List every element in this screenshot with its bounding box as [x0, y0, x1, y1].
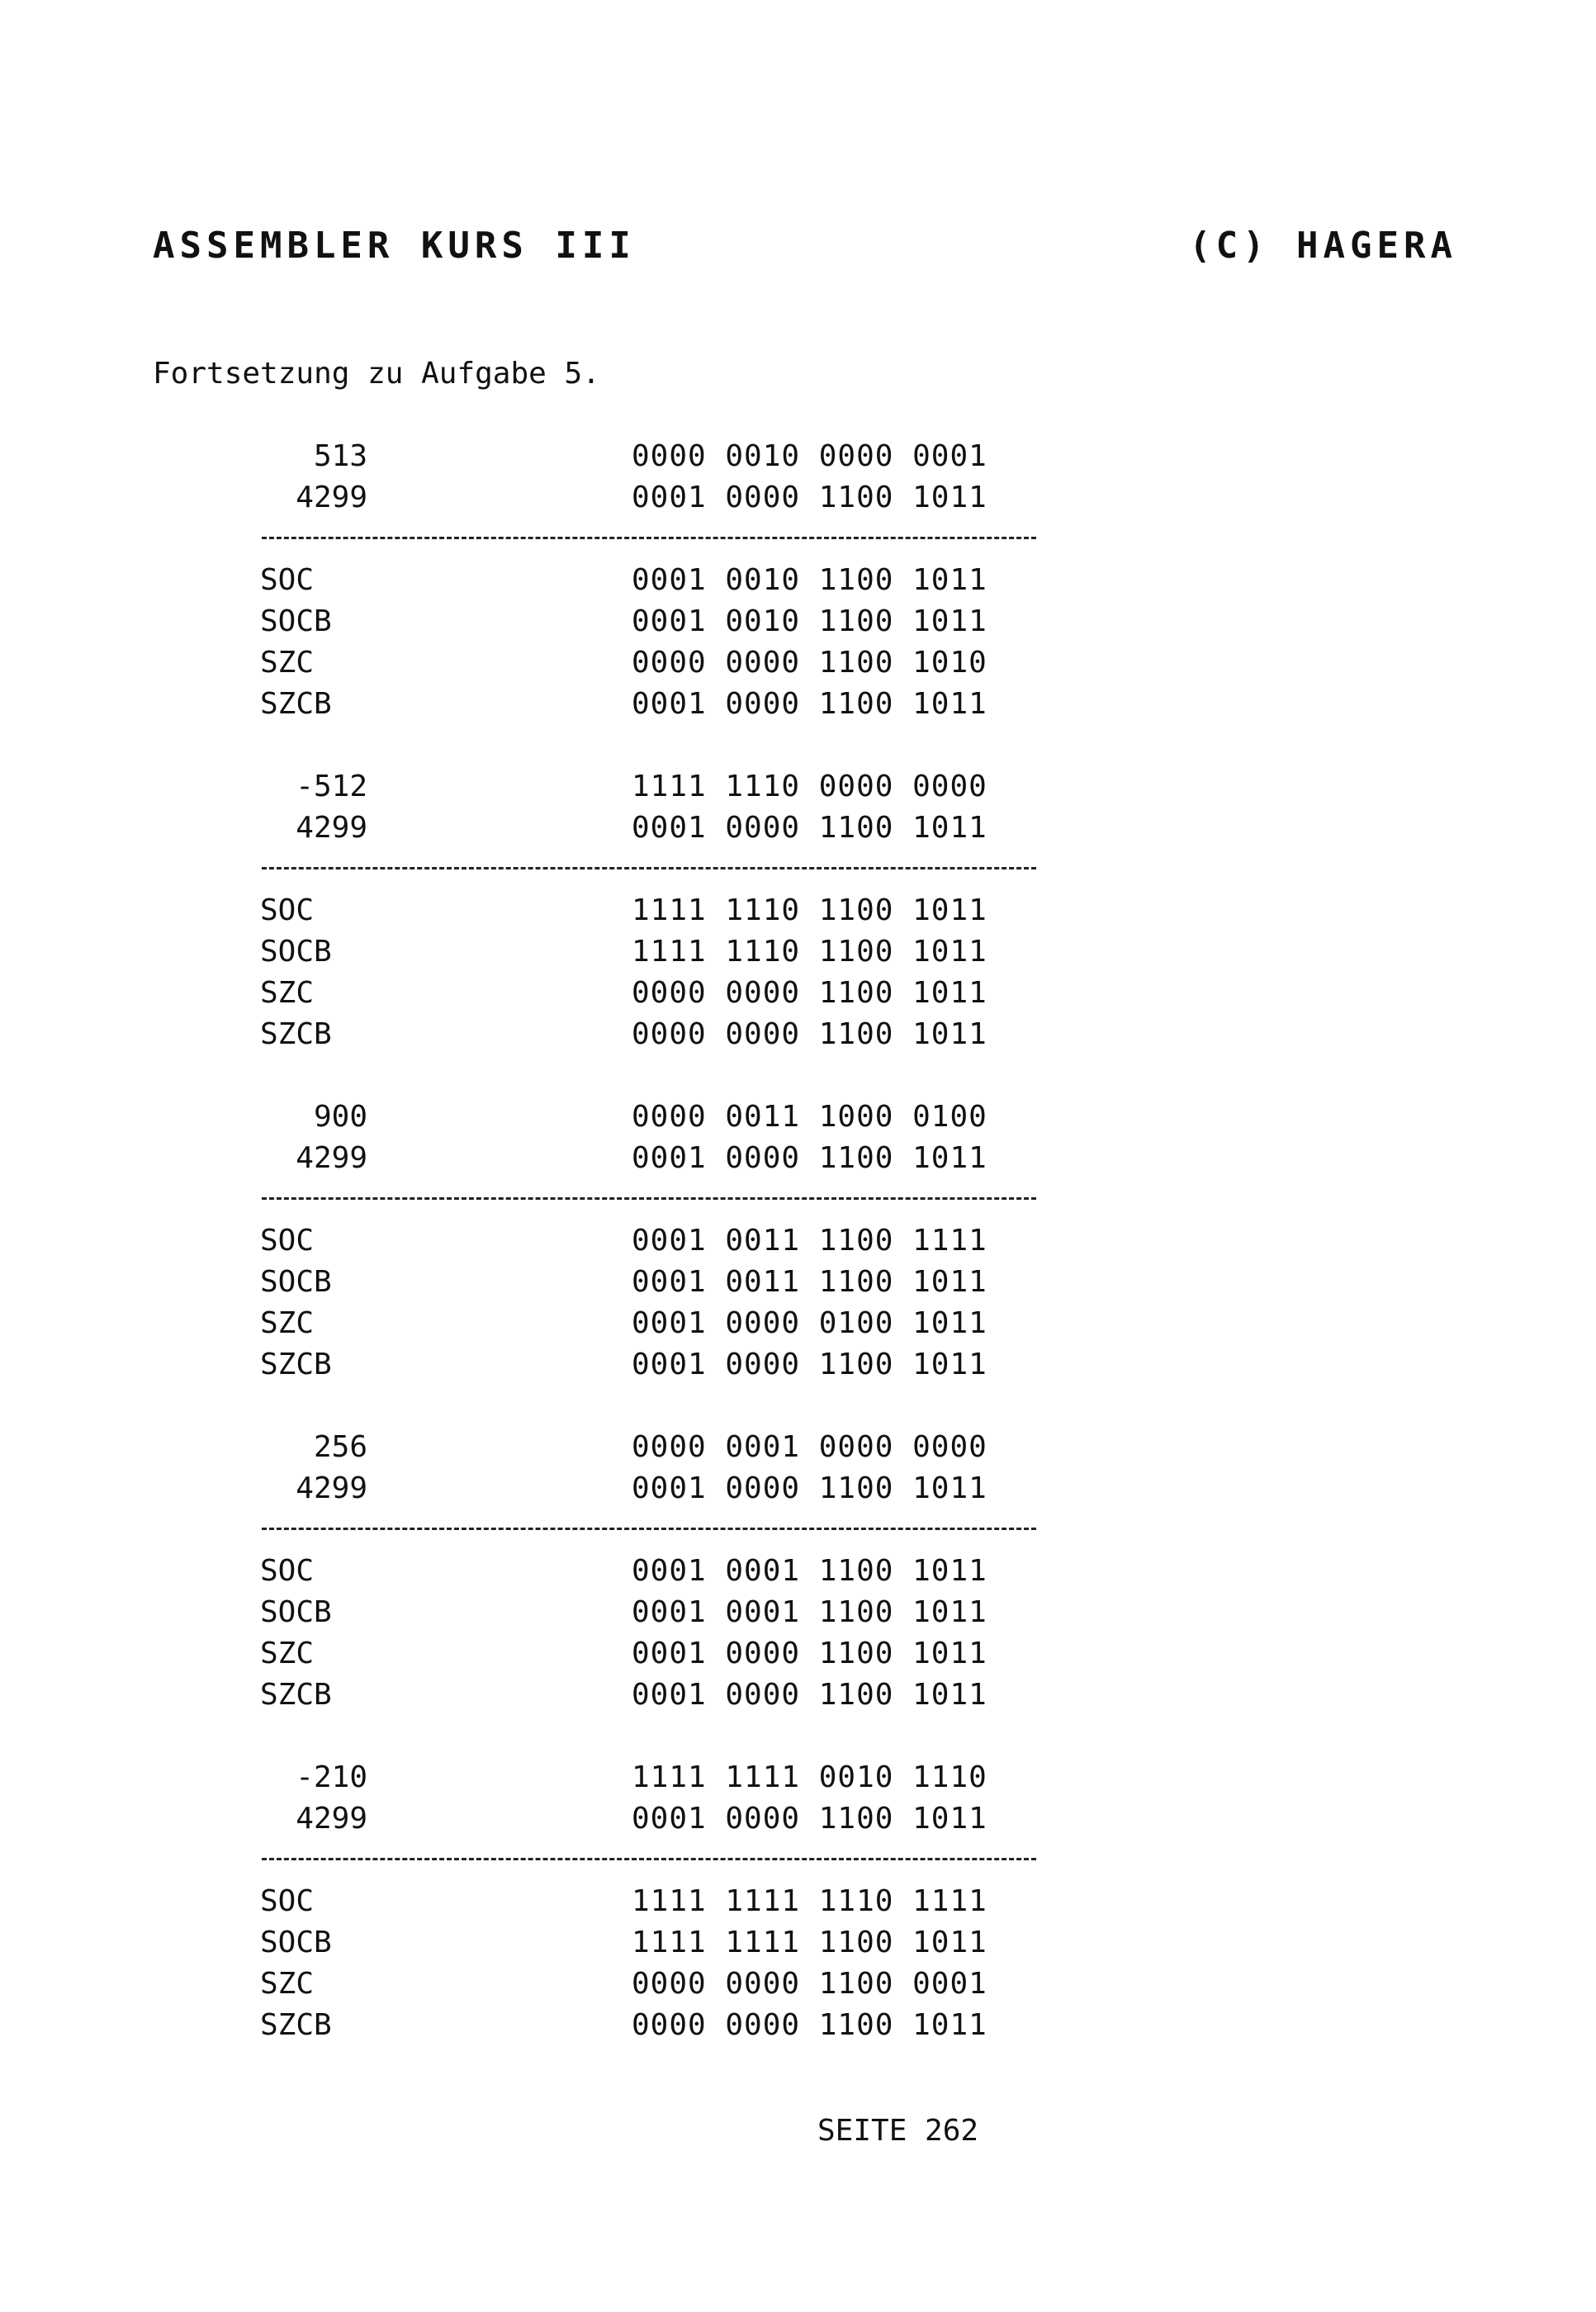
operand-binary: 0000 0010 0000 0001 [632, 439, 987, 473]
exercise-block [260, 1757, 1044, 2046]
result-row [260, 1675, 1044, 1716]
operand-row [260, 1798, 1044, 1840]
operand-decimal: -210 [296, 1760, 367, 1794]
result-binary: 0001 0010 1100 1011 [632, 563, 987, 597]
operand-binary: 0000 0001 0000 0000 [632, 1430, 987, 1464]
result-binary: 0001 0001 1100 1011 [632, 1595, 987, 1629]
instruction-name: SZCB [260, 1017, 332, 1051]
dashed-separator [260, 519, 1044, 560]
operand-binary: 1111 1110 0000 0000 [632, 770, 987, 803]
result-row [260, 890, 1044, 931]
course-title: ASSEMBLER KURS III [153, 225, 636, 267]
instruction-name: SOC [260, 893, 315, 927]
instruction-name: SOCB [260, 935, 332, 969]
instruction-name: SOC [260, 563, 315, 597]
result-row [260, 560, 1044, 601]
operand-row [260, 477, 1044, 519]
instruction-name: SOCB [260, 1265, 332, 1299]
operand-row [260, 808, 1044, 849]
operand-binary: 0001 0000 1100 1011 [632, 1141, 987, 1175]
result-binary: 0000 0000 1100 1010 [632, 646, 987, 680]
instruction-name: SZC [260, 1306, 315, 1340]
operand-row [260, 1427, 1044, 1468]
result-row [260, 1964, 1044, 2005]
result-row [260, 2005, 1044, 2046]
result-row [260, 601, 1044, 642]
operand-decimal: 513 [313, 439, 367, 473]
operand-decimal: -512 [296, 770, 367, 803]
result-binary: 0000 0000 1100 1011 [632, 2008, 987, 2042]
copyright-label: (C) HAGERA [1189, 225, 1457, 267]
operand-binary: 0001 0000 1100 1011 [632, 1802, 987, 1836]
separator-line [262, 1858, 1036, 1860]
operand-row [260, 1138, 1044, 1179]
instruction-name: SZC [260, 976, 315, 1010]
instruction-name: SOCB [260, 1926, 332, 1959]
operand-decimal: 4299 [296, 811, 367, 845]
exercise-block [260, 1427, 1044, 1716]
operand-binary: 1111 1111 0010 1110 [632, 1760, 987, 1794]
operand-row [260, 1757, 1044, 1798]
instruction-name: SOC [260, 1884, 315, 1918]
result-row [260, 1592, 1044, 1633]
dashed-separator [260, 1840, 1044, 1881]
instruction-name: SZC [260, 646, 315, 680]
result-binary: 0001 0000 1100 1011 [632, 1348, 987, 1381]
operand-row [260, 436, 1044, 477]
operand-binary: 0001 0000 1100 1011 [632, 1471, 987, 1505]
instruction-name: SZC [260, 1637, 315, 1670]
operand-binary: 0001 0000 1100 1011 [632, 811, 987, 845]
result-binary: 0001 0001 1100 1011 [632, 1554, 987, 1588]
result-binary: 0000 0000 1100 1011 [632, 976, 987, 1010]
result-binary: 0000 0000 1100 1011 [632, 1017, 987, 1051]
operand-row [260, 766, 1044, 808]
section-subtitle: Fortsetzung zu Aufgabe 5. [153, 357, 600, 391]
result-binary: 1111 1110 1100 1011 [632, 935, 987, 969]
operand-row [260, 1097, 1044, 1138]
operand-decimal: 4299 [296, 1141, 367, 1175]
result-row [260, 1922, 1044, 1964]
separator-line [262, 537, 1036, 539]
result-row [260, 642, 1044, 684]
operand-binary: 0001 0000 1100 1011 [632, 481, 987, 514]
instruction-name: SZCB [260, 1678, 332, 1712]
result-binary: 0000 0000 1100 0001 [632, 1967, 987, 2001]
result-binary: 1111 1111 1100 1011 [632, 1926, 987, 1959]
operand-decimal: 4299 [296, 1471, 367, 1505]
dashed-separator [260, 1179, 1044, 1220]
instruction-name: SOCB [260, 604, 332, 638]
result-binary: 0001 0010 1100 1011 [632, 604, 987, 638]
result-row [260, 1303, 1044, 1344]
result-binary: 1111 1111 1110 1111 [632, 1884, 987, 1918]
result-row [260, 1220, 1044, 1262]
result-binary: 0001 0011 1100 1011 [632, 1265, 987, 1299]
dashed-separator [260, 1509, 1044, 1551]
operand-decimal: 900 [313, 1100, 367, 1134]
instruction-name: SOCB [260, 1595, 332, 1629]
result-binary: 1111 1110 1100 1011 [632, 893, 987, 927]
exercise-block [260, 766, 1044, 1055]
instruction-name: SZCB [260, 1348, 332, 1381]
instruction-name: SZCB [260, 687, 332, 721]
result-binary: 0001 0000 1100 1011 [632, 1637, 987, 1670]
result-binary: 0001 0000 0100 1011 [632, 1306, 987, 1340]
exercise-blocks [260, 436, 1044, 2087]
result-row [260, 1551, 1044, 1592]
separator-line [262, 1197, 1036, 1200]
result-row [260, 1344, 1044, 1386]
result-row [260, 1014, 1044, 1055]
instruction-name: SOC [260, 1554, 315, 1588]
exercise-block [260, 436, 1044, 725]
operand-binary: 0000 0011 1000 0100 [632, 1100, 987, 1134]
operand-decimal: 4299 [296, 1802, 367, 1836]
result-binary: 0001 0011 1100 1111 [632, 1224, 987, 1258]
separator-line [262, 867, 1036, 869]
dashed-separator [260, 849, 1044, 890]
instruction-name: SZCB [260, 2008, 332, 2042]
exercise-block [260, 1097, 1044, 1386]
separator-line [262, 1528, 1036, 1530]
page-header [153, 225, 1457, 282]
result-row [260, 931, 1044, 973]
result-row [260, 1881, 1044, 1922]
operand-row [260, 1468, 1044, 1509]
result-row [260, 684, 1044, 725]
operand-decimal: 4299 [296, 481, 367, 514]
instruction-name: SZC [260, 1967, 315, 2001]
result-binary: 0001 0000 1100 1011 [632, 1678, 987, 1712]
result-row [260, 1633, 1044, 1675]
result-binary: 0001 0000 1100 1011 [632, 687, 987, 721]
operand-decimal: 256 [313, 1430, 367, 1464]
page-number: SEITE 262 [817, 2114, 979, 2148]
result-row [260, 973, 1044, 1014]
instruction-name: SOC [260, 1224, 315, 1258]
result-row [260, 1262, 1044, 1303]
